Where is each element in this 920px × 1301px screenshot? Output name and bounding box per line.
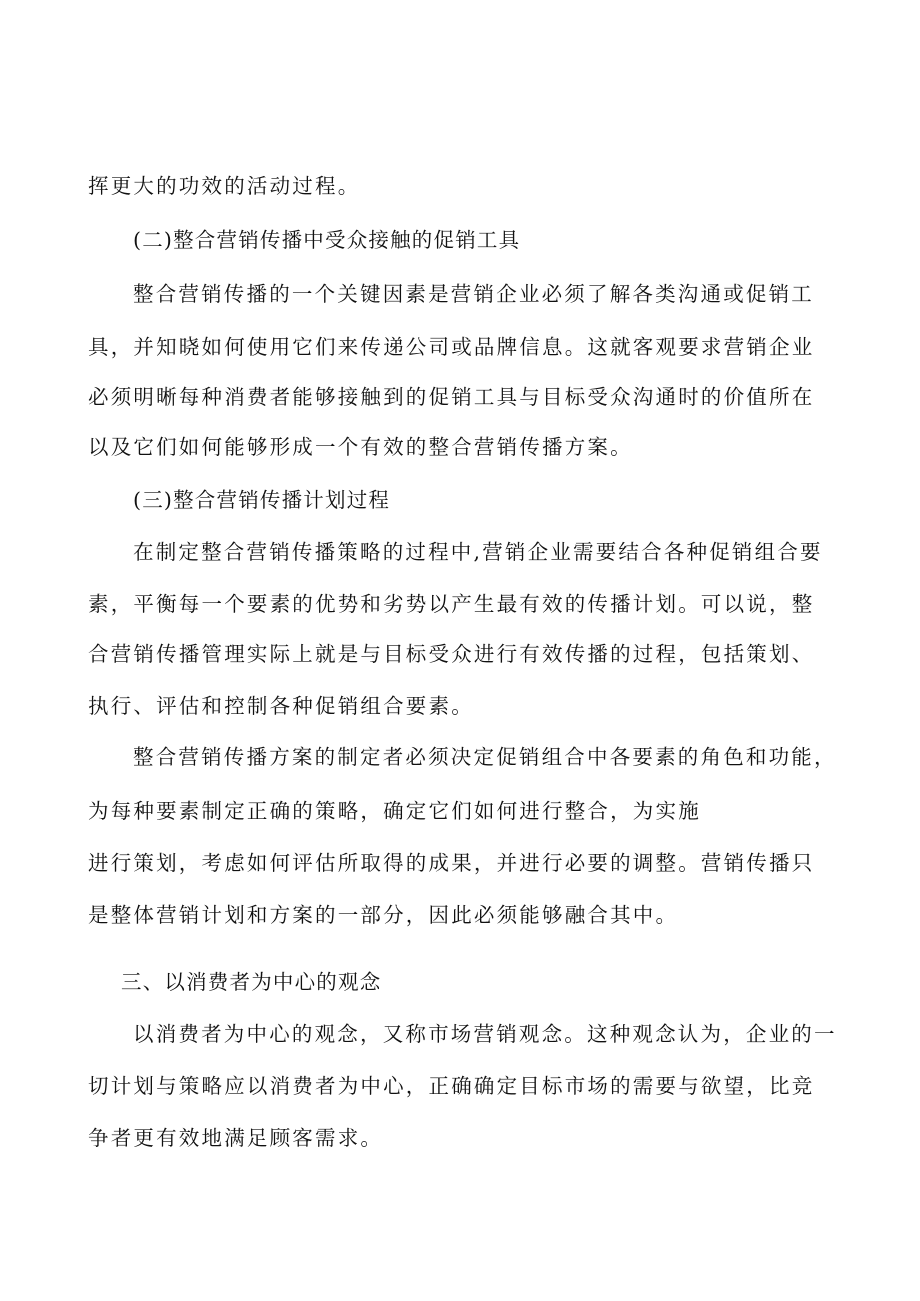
paragraph-line: 素，平衡每一个要素的优势和劣势以产生最有效的传播计划。可以说，整 bbox=[88, 592, 815, 616]
paragraph-line: 切计划与策略应以消费者为中心，正确确定目标市场的需要与欲望，比竞 bbox=[88, 1074, 815, 1098]
paragraph-line: 进行策划，考虑如何评估所取得的成果，并进行必要的调整。营销传播只 bbox=[88, 851, 815, 875]
paragraph-line: 是整体营销计划和方案的一部分，因此必须能够融合其中。 bbox=[88, 903, 679, 927]
section-heading-3: (三)整合营销传播计划过程 bbox=[133, 488, 391, 512]
paragraph-line: 必须明晰每种消费者能够接触到的促销工具与目标受众沟通时的价值所在 bbox=[88, 385, 815, 409]
paragraph-line: 执行、评估和控制各种促销组合要素。 bbox=[88, 694, 474, 718]
paragraph-line: 合营销传播管理实际上就是与目标受众进行有效传播的过程，包括策划、 bbox=[88, 642, 815, 666]
paragraph-line: 整合营销传播方案的制定者必须决定促销组合中各要素的角色和功能， bbox=[133, 745, 837, 769]
paragraph-continuation-line: 挥更大的功效的活动过程。 bbox=[88, 174, 361, 198]
paragraph-line: 具，并知晓如何使用它们来传递公司或品牌信息。这就客观要求营销企业 bbox=[88, 335, 815, 359]
paragraph-line: 以消费者为中心的观念，又称市场营销观念。这种观念认为，企业的一 bbox=[133, 1022, 837, 1046]
paragraph-line: 为每种要素制定正确的策略，确定它们如何进行整合，为实施 bbox=[88, 799, 701, 823]
section-heading-2: (二)整合营销传播中受众接触的促销工具 bbox=[133, 228, 521, 252]
paragraph-line: 在制定整合营销传播策略的过程中,营销企业需要结合各种促销组合要 bbox=[133, 540, 823, 564]
paragraph-line: 整合营销传播的一个关键因素是营销企业必须了解各类沟通或促销工 bbox=[133, 282, 814, 306]
paragraph-line: 争者更有效地满足顾客需求。 bbox=[88, 1126, 384, 1150]
paragraph-line: 以及它们如何能够形成一个有效的整合营销传播方案。 bbox=[88, 435, 633, 459]
chapter-heading-3: 三、以消费者为中心的观念 bbox=[121, 970, 382, 994]
